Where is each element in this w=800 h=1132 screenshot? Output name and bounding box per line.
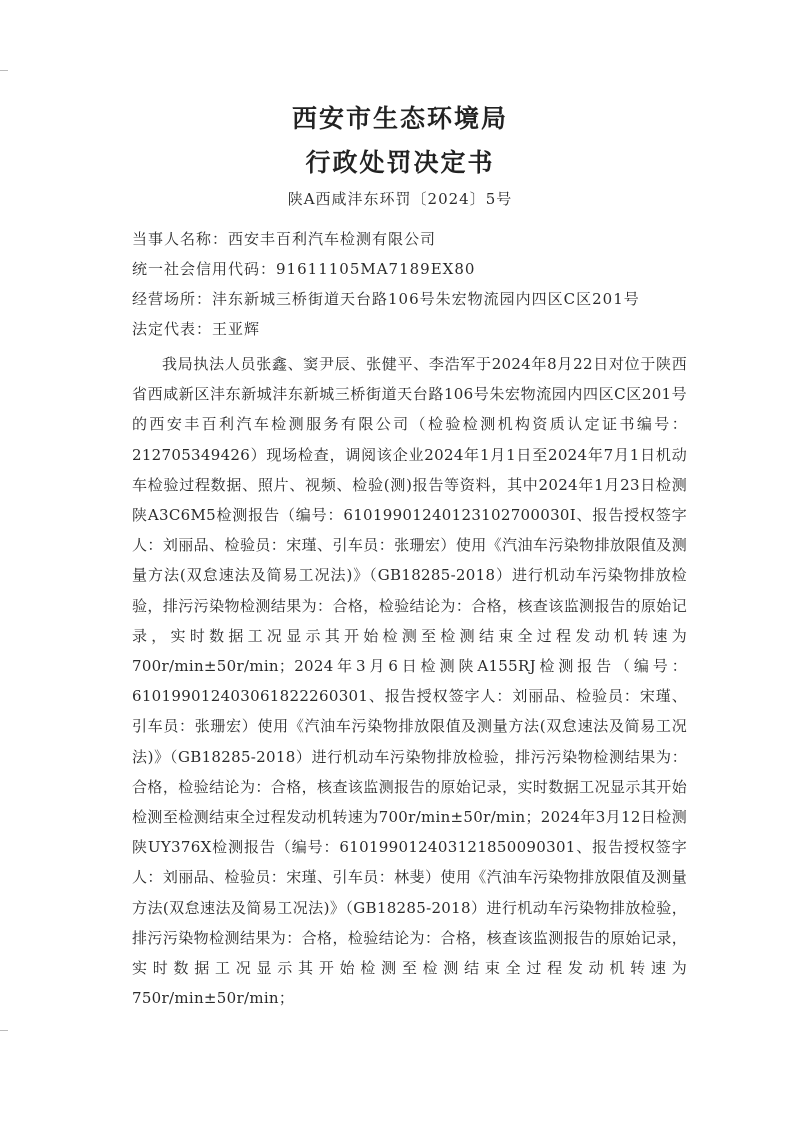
credit-code-field — [132, 258, 475, 279]
business-address-value: 沣东新城三桥街道天台路106号朱宏物流园内四区C区201号 — [212, 290, 640, 308]
document-title-agency: 西安市生态环境局 — [291, 104, 508, 133]
party-name-label: 当事人名称： — [132, 230, 229, 248]
document-number: 陕A西咸沣东环罚〔2024〕5号 — [287, 190, 513, 208]
business-address-label: 经营场所： — [132, 290, 213, 308]
business-address-field — [132, 288, 640, 309]
legal-representative-value: 王亚辉 — [212, 320, 261, 338]
credit-code-label: 统一社会信用代码： — [132, 260, 277, 278]
scan-edge-mark — [0, 1030, 8, 1031]
credit-code-value: 91611105MA7189EX80 — [276, 260, 476, 278]
document-title-type: 行政处罚决定书 — [305, 148, 495, 177]
legal-representative-label: 法定代表： — [132, 320, 213, 338]
scan-edge-mark — [0, 70, 8, 71]
document-body — [132, 349, 687, 1013]
legal-representative-field — [132, 318, 260, 339]
party-name-field — [132, 228, 436, 249]
party-name-value: 西安丰百利汽车检测有限公司 — [228, 230, 437, 248]
body-paragraph: 我局执法人员张鑫、窦尹辰、张健平、李浩军于2024年8月22日对位于陕西省西咸新区沣东新城沣东新城三桥街道天台路106号朱宏物流园内四区C区201号的西安丰百利汽车检测服务有限公司（检验检测机构资质认定证书编号：212705349426）现场检查，调阅该企业2024年1月1日至2024年7月1日机动车检验过程数据、照片、视频、检验(测)报告等资料，其中2024年1月23日检测陕A3C6M5检测报告（编号：61019901240123102700030I、报告授权签字人：刘丽品、检验员：宋瑾、引车员：张珊宏）使用《汽油车污染物排放限值及测量方法(双怠速法及简易工况法)》（GB18285-2018）进行机动车污染物排放检验，排污污染物检测结果为：合格，检验结论为：合格，核查该监测报告的原始记录，实时数据工况显示其开始检测至检测结束全过程发动机转速为700r/min±50r/min；2024年3月6日检测陕A155RJ检测报告（编号：610199012403061822260301、报告授权签字人：刘丽品、检验员：宋瑾、引车员：张珊宏）使用《汽油车污染物排放限值及测量方法(双怠速法及简易工况法)》（GB18285-2018）进行机动车污染物排放检验，排污污染物检测结果为：合格，检验结论为：合格，核查该监测报告的原始记录，实时数据工况显示其开始检测至检测结束全过程发动机转速为700r/min±50r/min；2024年3月12日检测陕UY376X检测报告（编号：610199012403121850090301、报告授权签字人：刘丽品、检验员：宋瑾、引车员：林斐）使用《汽油车污染物排放限值及测量方法(双怠速法及简易工况法)》（GB18285-2018）进行机动车污染物排放检验，排污污染物检测结果为：合格，检验结论为：合格，核查该监测报告的原始记录，实时数据工况显示其开始检测至检测结束全过程发动机转速为750r/min±50r/min； — [132, 355, 687, 1008]
